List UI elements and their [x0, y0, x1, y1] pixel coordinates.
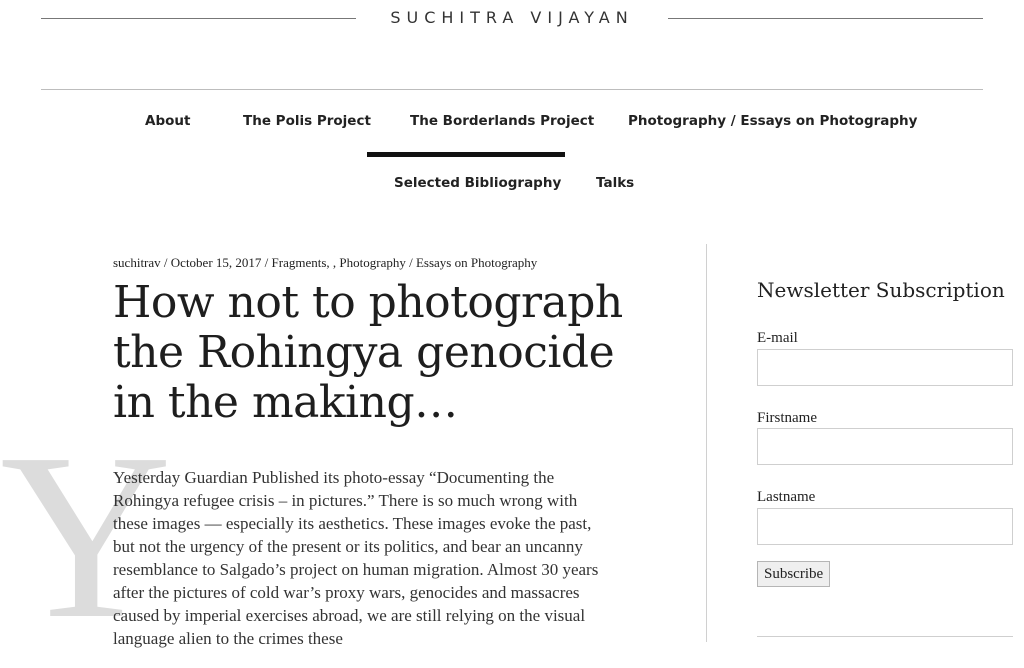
lastname-field[interactable] [757, 508, 1013, 545]
post-category-link[interactable]: Photography / Essays on Photography [339, 255, 538, 270]
site-header [0, 0, 1024, 90]
nav-item-borderlands-project[interactable]: The Borderlands Project [410, 113, 595, 129]
firstname-field[interactable] [757, 428, 1013, 465]
post-body: Yesterday Guardian Published its photo-essay “Documenting the Rohingya refugee crisis – in pictures.” There is so much wrong with these images — especially its aesthetics. These images evoke the past, but not the urgency of the present or its politics, and bear an uncanny resemblance to Salgado’s project on human migration. Almost 30 years after the pictures of cold war’s proxy wars, genocides and massacres caused by imperial exercises abroad, we are still relying on the visual language alien to the crimes these [113, 468, 599, 648]
nav-item-selected-bibliography[interactable]: Selected Bibliography [394, 175, 562, 191]
drop-cap: Y [0, 405, 172, 668]
category-separator: , , [326, 255, 340, 270]
sidebar-bottom-rule [757, 636, 1013, 637]
post-date-link[interactable]: October 15, 2017 [170, 255, 262, 270]
post-title: How not to photograph the Rohingya genocide in the making… [113, 277, 623, 428]
nav-item-polis-project[interactable]: The Polis Project [243, 113, 371, 129]
post-author-link[interactable]: suchitrav [113, 255, 161, 270]
nav-item-about[interactable]: About [145, 113, 191, 129]
nav-divider [41, 89, 983, 90]
email-label: E-mail [757, 330, 798, 346]
subscribe-button[interactable]: Subscribe [757, 561, 830, 587]
newsletter-widget-title: Newsletter Subscription [757, 278, 1005, 302]
meta-separator: / [261, 255, 272, 270]
post-category-link[interactable]: Fragments [271, 255, 327, 270]
meta-separator: / [160, 255, 171, 270]
nav-item-talks[interactable]: Talks [596, 175, 635, 191]
site-title[interactable]: SUCHITRA VIJAYAN [390, 8, 634, 27]
header-rule-right [668, 18, 983, 19]
nav-item-photography-essays[interactable]: Photography / Essays on Photography [628, 113, 918, 129]
sidebar-divider [706, 244, 707, 642]
nav-active-indicator [367, 152, 565, 157]
post-meta [113, 255, 537, 271]
email-field[interactable] [757, 349, 1013, 386]
firstname-label: Firstname [757, 410, 817, 426]
header-rule-left [41, 18, 356, 19]
lastname-label: Lastname [757, 489, 816, 505]
